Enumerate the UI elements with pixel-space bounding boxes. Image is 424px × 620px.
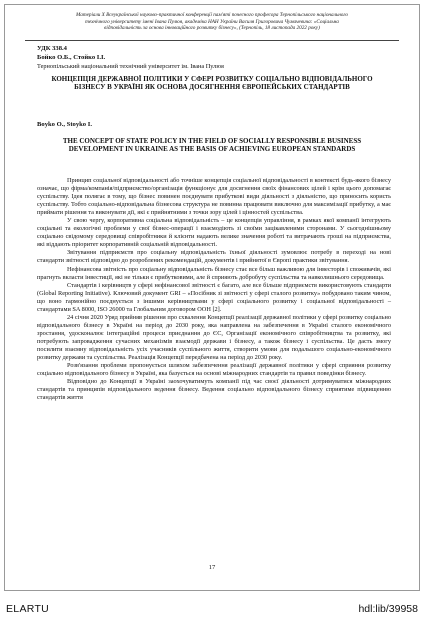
paragraph: Звітування підприємств про соціальну відповідальність їхньої діяльності зумовлює потребу в переході на нові стандарти звітності відповідно до розроблених рекомендацій, документів і прийнятої в Європі практики звітування. bbox=[37, 249, 391, 265]
title-ua: КОНЦЕПЦІЯ ДЕРЖАВНОЇ ПОЛІТИКИ У СФЕРІ РОЗВИТКУ СОЦІАЛЬНО ВІДПОВІДАЛЬНОГО БІЗНЕСУ В УКРАЇНІ ЯК ОСНОВА ДОСЯГНЕННЯ ЄВРОПЕЙСЬКИХ СТАНДАРТІВ bbox=[51, 75, 373, 92]
udc-code: УДК 338.4 bbox=[37, 45, 67, 52]
header-line-1: Матеріали Х Всеукраїнської науково-практичної конференції пам'яті почесного професора Тернопільського національного bbox=[76, 12, 348, 18]
title-en: THE CONCEPT OF STATE POLICY IN THE FIELD OF SOCIALLY RESPONSIBLE BUSINESS DEVELOPMENT IN UKRAINE AS THE BASIS OF ACHIEVING EUROPEAN STANDARDS bbox=[62, 137, 362, 154]
paragraph: 24 січня 2020 Уряд прийняв рішення про схвалення Концепції реалізації державної політики у сфері розвитку соціально відповідального бізнесу в Україні на період до 2030 року, яка направлена на забезпечення в Україні сталого економічного зростання, удосконалює інтеграційні процеси приєднання до ЄС, Організації економічного співробітництва та розвитку, які потребують запровадження сучасних механізмів взаємодії держави і бізнесу, а також бізнесу і суспільства. Це дасть змогу посилити взаємну відповідальність усіх учасників суспільного життя, створити умови для подальшого соціально-економічного розвитку держави та суспільства. Реалізація Концепції передбачена на період до 2030 року. bbox=[37, 313, 391, 362]
page-number: 17 bbox=[208, 564, 216, 571]
repository-watermark: ELARTU bbox=[6, 603, 50, 615]
header-line-2: технічного університету імені Івана Пулюя, академіка НАН України Василя Григоровича Чумачевича: «Соціальна bbox=[85, 18, 339, 25]
paragraph: Нефінансова звітність про соціальну відповідальність бізнесу стає все більш важливою для інвесторів і споживачів, які прагнуть вкласти інвестиції, які не тільки є прибутковими, але й сприяють добробуту суспільства та навколишнього середовища. bbox=[37, 265, 391, 281]
header-divider bbox=[25, 40, 399, 41]
paragraph: У свою чергу, корпоративна соціальна відповідальність – це концепція управління, в рамках якої компанії інтегрують соціальні та екологічні проблеми у свої бізнес-операції і взаємодіють зі своїми зацікавленими сторонами. У сьогоднішньому соціально свідомому середовищі співробітники й клієнти надають велике значення роботі та витрачають гроші на підприємства, які віддають пріоритет корпоративній соціальній відповідальності. bbox=[37, 217, 391, 249]
handle-identifier: hdl:lib/39958 bbox=[358, 603, 418, 615]
authors-ua: Бойко О.Б., Стойко І.І. bbox=[37, 54, 106, 61]
affiliation: Тернопільський національний технічний університет ім. Івана Пулюя bbox=[37, 63, 224, 70]
paragraph: Розв'язання проблеми пропонується шляхом забезпечення реалізації державної політики у сфері сприяння розвитку соціально відповідального бізнесу в Україні, яка базується на основі міжнародних стандартів та правил поведінки бізнесу. bbox=[37, 362, 391, 378]
conference-header bbox=[25, 12, 399, 32]
authors-en: Boyko O., Stoyko I. bbox=[37, 121, 92, 128]
paragraph: Принцип соціальної відповідальності або точніше концепція соціальної відповідальності в контексті будь-якого бізнесу означає, що фірма/компанія/підприємство/організація функціонує для досягнення своїх фінансових цілей і крім цього допомагає суспільству. Ідея полягає в тому, що бізнес повинен поєднувати прибуткові види діяльності з діяльністю, що приносить користь суспільству. Тобто соціально-відповідальна бізнесова структура не повинна працювати виключно для максимізації прибутку, а має приймати рішення та виконувати дії, які є прийнятними з точки зору цілей і цінностей суспільства. bbox=[37, 177, 391, 217]
paragraph: Відповідно до Концепції в Україні заохочуватимуть компанії під час своєї діяльності дотримуватися міжнародних стандартів та принципів відповідального ведення бізнесу. Ведення соціально відповідального бізнесу сприятиме підвищенню стандартів життя bbox=[37, 378, 391, 402]
header-line-3: відповідальність за основа інноваційного розвитку бізнесу», (Тернопіль, 18 листопада 2022 року) bbox=[104, 25, 320, 32]
paragraph: Стандартів і керівництв у сфері нефінансової звітності є багато, але все більше підприємств використовують стандарти (Global Reporting Initiative). Ключовий документ GRI – «Посібник зі звітності у сфері сталого розвитку» побудовано таким чином, що воно гармонійно поєднується з іншими керівництвами у сфері соціального розвитку і соціальної відповідальності – стандартами SA 8000, ISO 26000 та Глобальним договором ООН [2]. bbox=[37, 281, 391, 313]
article-body bbox=[37, 177, 391, 402]
document-page bbox=[4, 4, 420, 591]
